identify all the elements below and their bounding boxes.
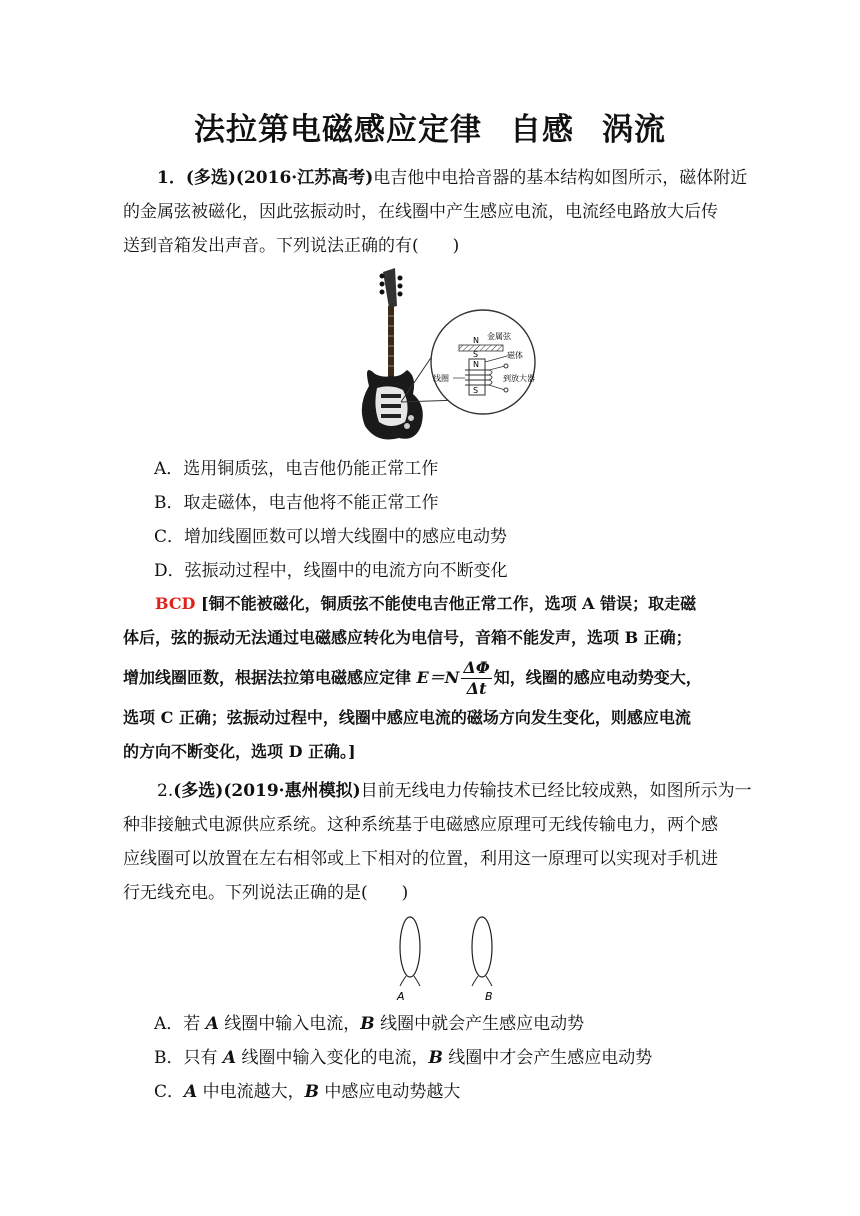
- q1-option-d: D．弦振动过程中，线圈中的电流方向不断变化: [154, 561, 508, 581]
- label-n-top: N: [473, 336, 479, 345]
- label-to-amplifier: 到放大器: [503, 374, 535, 383]
- page-title: 法拉第电磁感应定律 自感 涡流: [194, 112, 666, 148]
- q1-option-a: A．选用铜质弦，电吉他仍能正常工作: [154, 459, 439, 479]
- coil-b-label: B: [485, 990, 493, 1003]
- guitar-pickup-figure: [355, 266, 545, 446]
- coil-a: [400, 917, 420, 977]
- label-magnet: 磁体: [507, 351, 523, 360]
- formula-emf: E＝N: [416, 668, 460, 687]
- q1-option-c: C．增加线圈匝数可以增大线圈中的感应电动势: [154, 527, 508, 547]
- label-s-top: S: [473, 350, 479, 359]
- coils-figure: [390, 912, 500, 1004]
- q1-option-b: B．取走磁体，电吉他将不能正常工作: [154, 493, 439, 513]
- label-metal-string: 金属弦: [487, 332, 511, 341]
- q2-option-a: A．若 A 线圈中输入电流，B 线圈中就会产生感应电动势: [154, 1014, 585, 1034]
- coil-a-label: A: [397, 990, 405, 1003]
- label-coil: 线圈: [433, 374, 449, 383]
- q2-option-c: C．A 中电流越大，B 中感应电动势越大: [154, 1082, 461, 1102]
- question-2-stem: 2.(多选)(2019·惠州模拟)目前无线电力传输技术已经比较成熟，如图所示为一 种非接触式电源供应系统。这种系统基于电磁感应原理可无线传输电力，两个感 应线圈可以放置在左右相邻或上下相对的位置，利用这一原理可以实现对手机进 行无线充电。下列说法正确的是( ): [123, 781, 752, 903]
- q1-explanation: BCD [铜不能被磁化，铜质弦不能使电吉他正常工作，选项 A 错误；取走磁 体后，弦的振动无法通过电磁感应转化为电信号，音箱不能发声，选项 B 正确； 增加线圈匝数，根据法拉第电磁感应定律 E＝N $\frac{\Delta\Phi}{\Delta t}$ 知，线圈的感应电动势变大， 选项 C 正确；弦振动过程中，线圈中感应电流的磁场方向发生变化，则感应电流 的方向不断变化，选项 D 正确。]: [123, 594, 702, 761]
- q2-option-b: B．只有 A 线圈中输入变化的电流，B 线圈中才会产生感应电动势: [154, 1048, 653, 1068]
- label-n-mid: N: [473, 360, 479, 369]
- coil-b: [472, 917, 492, 977]
- question-1-stem: 1．(多选)(2016·江苏高考)电吉他中电拾音器的基本结构如图所示，磁体附近 的金属弦被磁化，因此弦振动时，在线圈中产生感应电流，电流经电路放大后传 送到音箱发出声音。下列说法正确的有( ): [123, 168, 748, 256]
- q1-answer: BCD: [155, 594, 196, 613]
- formula-fraction: $\frac{\Delta\Phi}{\Delta t}$: [463, 658, 490, 698]
- label-s-bot: S: [473, 386, 479, 395]
